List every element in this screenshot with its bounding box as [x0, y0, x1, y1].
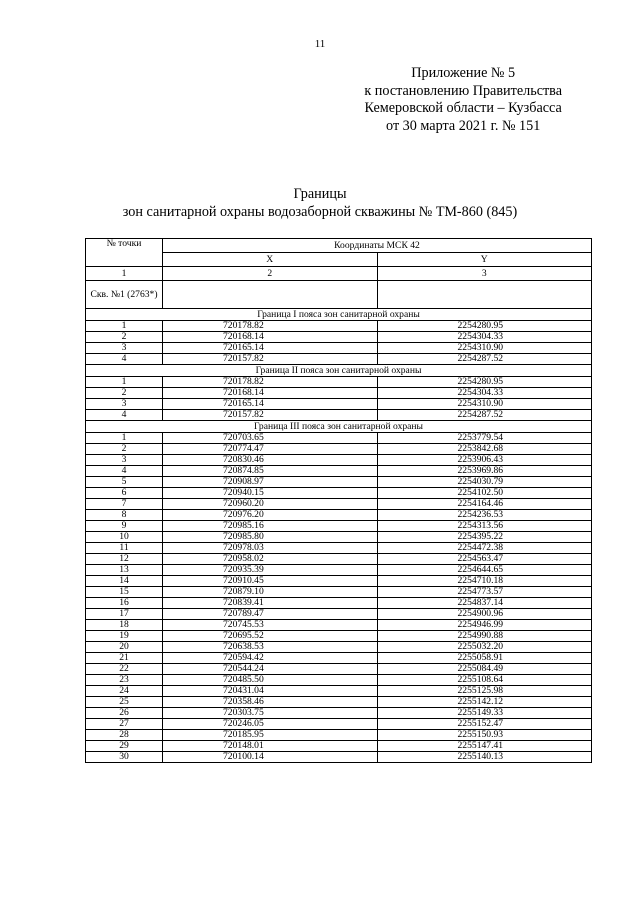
table-row: [86, 433, 592, 444]
table-row: [86, 354, 592, 365]
x-coordinate-cell: 720774.47: [163, 444, 378, 455]
point-number-cell: 2: [86, 332, 163, 343]
y-coordinate-cell: 2254900.96: [377, 609, 592, 620]
appendix-line-1: Приложение № 5: [411, 65, 516, 81]
table-row: [86, 609, 592, 620]
y-coordinate-cell: 2254304.33: [377, 332, 592, 343]
y-coordinate-cell: 2255084.49: [377, 664, 592, 675]
x-coordinate-cell: 720165.14: [163, 399, 378, 410]
y-coordinate-cell: 2255147.41: [377, 741, 592, 752]
table-row: [86, 697, 592, 708]
y-coordinate-cell: 2255108.64: [377, 675, 592, 686]
point-number-cell: 12: [86, 554, 163, 565]
section-title: Граница I пояса зон санитарной охраны: [86, 309, 592, 321]
point-number-cell: 11: [86, 543, 163, 554]
x-coordinate-cell: 720157.82: [163, 354, 378, 365]
point-number-cell: 8: [86, 510, 163, 521]
well-label: Скв. №1 (2763*): [86, 281, 163, 309]
x-coordinate-cell: 720874.85: [163, 466, 378, 477]
point-number-cell: 24: [86, 686, 163, 697]
x-coordinate-cell: 720246.05: [163, 719, 378, 730]
x-coordinate-cell: 720985.16: [163, 521, 378, 532]
y-coordinate-cell: 2255058.91: [377, 653, 592, 664]
y-coordinate-cell: 2254472.38: [377, 543, 592, 554]
table-row: [86, 631, 592, 642]
table-row: [86, 399, 592, 410]
x-coordinate-cell: 720789.47: [163, 609, 378, 620]
y-coordinate-cell: 2254313.56: [377, 521, 592, 532]
table-row: [86, 477, 592, 488]
x-coordinate-cell: 720830.46: [163, 455, 378, 466]
table-row: [86, 620, 592, 631]
point-number-cell: 13: [86, 565, 163, 576]
section-title: Граница III пояса зон санитарной охраны: [86, 421, 592, 433]
page-number: 11: [314, 38, 326, 50]
y-coordinate-cell: 2255140.13: [377, 752, 592, 763]
point-number-cell: 17: [86, 609, 163, 620]
x-coordinate-cell: 720745.53: [163, 620, 378, 631]
x-coordinate-cell: 720703.65: [163, 433, 378, 444]
point-number-cell: 18: [86, 620, 163, 631]
x-coordinate-cell: 720940.15: [163, 488, 378, 499]
point-number-cell: 9: [86, 521, 163, 532]
table-header-row: [86, 239, 592, 253]
y-coordinate-cell: 2255150.93: [377, 730, 592, 741]
point-number-cell: 16: [86, 598, 163, 609]
table-row: [86, 410, 592, 421]
x-coordinate-cell: 720185.95: [163, 730, 378, 741]
well-row: [86, 281, 592, 309]
point-number-cell: 19: [86, 631, 163, 642]
y-coordinate-cell: 2254310.90: [377, 343, 592, 354]
table-row: [86, 455, 592, 466]
point-number-cell: 4: [86, 354, 163, 365]
x-coordinate-cell: 720594.42: [163, 653, 378, 664]
y-coordinate-cell: 2255032.20: [377, 642, 592, 653]
point-number-cell: 10: [86, 532, 163, 543]
coordinates-table: [85, 238, 592, 763]
table-row: [86, 521, 592, 532]
x-coordinate-cell: 720960.20: [163, 499, 378, 510]
point-number-cell: 1: [86, 321, 163, 332]
x-coordinate-cell: 720695.52: [163, 631, 378, 642]
title-line-2: зон санитарной охраны водозаборной скважины № ТМ-860 (845): [122, 203, 518, 220]
x-coordinate-cell: 720544.24: [163, 664, 378, 675]
header-y: Y: [377, 253, 592, 267]
table-row: [86, 752, 592, 763]
y-coordinate-cell: 2254710.18: [377, 576, 592, 587]
y-coordinate-cell: 2253842.68: [377, 444, 592, 455]
x-coordinate-cell: 720978.03: [163, 543, 378, 554]
table-row: [86, 642, 592, 653]
y-coordinate-cell: 2254236.53: [377, 510, 592, 521]
table-row: [86, 377, 592, 388]
y-coordinate-cell: 2254280.95: [377, 377, 592, 388]
table-row: [86, 343, 592, 354]
table-row: [86, 499, 592, 510]
y-coordinate-cell: 2254287.52: [377, 354, 592, 365]
y-coordinate-cell: 2254946.99: [377, 620, 592, 631]
point-number-cell: 1: [86, 433, 163, 444]
point-number-cell: 4: [86, 466, 163, 477]
table-row: [86, 466, 592, 477]
section-title-row: [86, 309, 592, 321]
point-number-cell: 7: [86, 499, 163, 510]
point-number-cell: 26: [86, 708, 163, 719]
table-row: [86, 576, 592, 587]
section-title-row: [86, 365, 592, 377]
x-coordinate-cell: 720178.82: [163, 321, 378, 332]
x-coordinate-cell: 720168.14: [163, 388, 378, 399]
table-row: [86, 510, 592, 521]
point-number-cell: 4: [86, 410, 163, 421]
table-row: [86, 686, 592, 697]
point-number-cell: 22: [86, 664, 163, 675]
table-row: [86, 444, 592, 455]
appendix-line-4: от 30 марта 2021 г. № 151: [386, 117, 541, 134]
table-row: [86, 543, 592, 554]
y-coordinate-cell: 2254102.50: [377, 488, 592, 499]
y-coordinate-cell: 2254310.90: [377, 399, 592, 410]
y-coordinate-cell: 2255142.12: [377, 697, 592, 708]
point-number-cell: 2: [86, 444, 163, 455]
appendix-block: [364, 65, 562, 135]
point-number-cell: 1: [86, 377, 163, 388]
table-row: [86, 730, 592, 741]
x-coordinate-cell: 720485.50: [163, 675, 378, 686]
table-row: [86, 653, 592, 664]
document-title: [0, 186, 640, 221]
y-coordinate-cell: 2255149.33: [377, 708, 592, 719]
table-row: [86, 675, 592, 686]
table-row: [86, 332, 592, 343]
table-row: [86, 565, 592, 576]
y-coordinate-cell: 2254287.52: [377, 410, 592, 421]
x-coordinate-cell: 720910.45: [163, 576, 378, 587]
well-y-empty: [377, 281, 592, 309]
x-coordinate-cell: 720908.97: [163, 477, 378, 488]
x-coordinate-cell: 720935.39: [163, 565, 378, 576]
point-number-cell: 5: [86, 477, 163, 488]
table-row: [86, 664, 592, 675]
x-coordinate-cell: 720839.41: [163, 598, 378, 609]
y-coordinate-cell: 2254837.14: [377, 598, 592, 609]
point-number-cell: 28: [86, 730, 163, 741]
y-coordinate-cell: 2253969.86: [377, 466, 592, 477]
point-number-cell: 2: [86, 388, 163, 399]
point-number-cell: 20: [86, 642, 163, 653]
well-x-empty: [163, 281, 378, 309]
appendix-line-2: к постановлению Правительства: [364, 82, 562, 99]
table-row: [86, 598, 592, 609]
header-x: X: [163, 253, 378, 267]
x-coordinate-cell: 720976.20: [163, 510, 378, 521]
x-coordinate-cell: 720638.53: [163, 642, 378, 653]
table-row: [86, 719, 592, 730]
x-coordinate-cell: 720431.04: [163, 686, 378, 697]
table-row: [86, 532, 592, 543]
x-coordinate-cell: 720178.82: [163, 377, 378, 388]
table-row: [86, 321, 592, 332]
section-title-row: [86, 421, 592, 433]
point-number-cell: 6: [86, 488, 163, 499]
y-coordinate-cell: 2254644.65: [377, 565, 592, 576]
point-number-cell: 27: [86, 719, 163, 730]
x-coordinate-cell: 720100.14: [163, 752, 378, 763]
appendix-line-3: Кемеровской области – Кузбасса: [364, 100, 562, 116]
table-row: [86, 554, 592, 565]
column-number-row: [86, 267, 592, 281]
column-number-1: 1: [86, 267, 163, 281]
y-coordinate-cell: 2254280.95: [377, 321, 592, 332]
point-number-cell: 14: [86, 576, 163, 587]
point-number-cell: 23: [86, 675, 163, 686]
header-point-number: № точки: [86, 239, 163, 267]
column-number-2: 2: [163, 267, 378, 281]
x-coordinate-cell: 720358.46: [163, 697, 378, 708]
point-number-cell: 15: [86, 587, 163, 598]
x-coordinate-cell: 720879.10: [163, 587, 378, 598]
y-coordinate-cell: 2255125.98: [377, 686, 592, 697]
y-coordinate-cell: 2254563.47: [377, 554, 592, 565]
y-coordinate-cell: 2254773.57: [377, 587, 592, 598]
x-coordinate-cell: 720958.02: [163, 554, 378, 565]
point-number-cell: 3: [86, 343, 163, 354]
table-row: [86, 488, 592, 499]
y-coordinate-cell: 2255152.47: [377, 719, 592, 730]
x-coordinate-cell: 720168.14: [163, 332, 378, 343]
x-coordinate-cell: 720165.14: [163, 343, 378, 354]
point-number-cell: 29: [86, 741, 163, 752]
x-coordinate-cell: 720985.80: [163, 532, 378, 543]
y-coordinate-cell: 2254990.88: [377, 631, 592, 642]
y-coordinate-cell: 2254304.33: [377, 388, 592, 399]
x-coordinate-cell: 720157.82: [163, 410, 378, 421]
x-coordinate-cell: 720148.01: [163, 741, 378, 752]
point-number-cell: 3: [86, 455, 163, 466]
point-number-cell: 30: [86, 752, 163, 763]
table-row: [86, 587, 592, 598]
title-line-1: Границы: [293, 186, 347, 202]
y-coordinate-cell: 2254164.46: [377, 499, 592, 510]
column-number-3: 3: [377, 267, 592, 281]
y-coordinate-cell: 2254030.79: [377, 477, 592, 488]
y-coordinate-cell: 2253779.54: [377, 433, 592, 444]
point-number-cell: 21: [86, 653, 163, 664]
y-coordinate-cell: 2253906.43: [377, 455, 592, 466]
x-coordinate-cell: 720303.75: [163, 708, 378, 719]
table-row: [86, 741, 592, 752]
point-number-cell: 3: [86, 399, 163, 410]
table-row: [86, 388, 592, 399]
table-row: [86, 708, 592, 719]
header-coordinates: Координаты МСК 42: [163, 239, 592, 253]
point-number-cell: 25: [86, 697, 163, 708]
section-title: Граница II пояса зон санитарной охраны: [86, 365, 592, 377]
y-coordinate-cell: 2254395.22: [377, 532, 592, 543]
